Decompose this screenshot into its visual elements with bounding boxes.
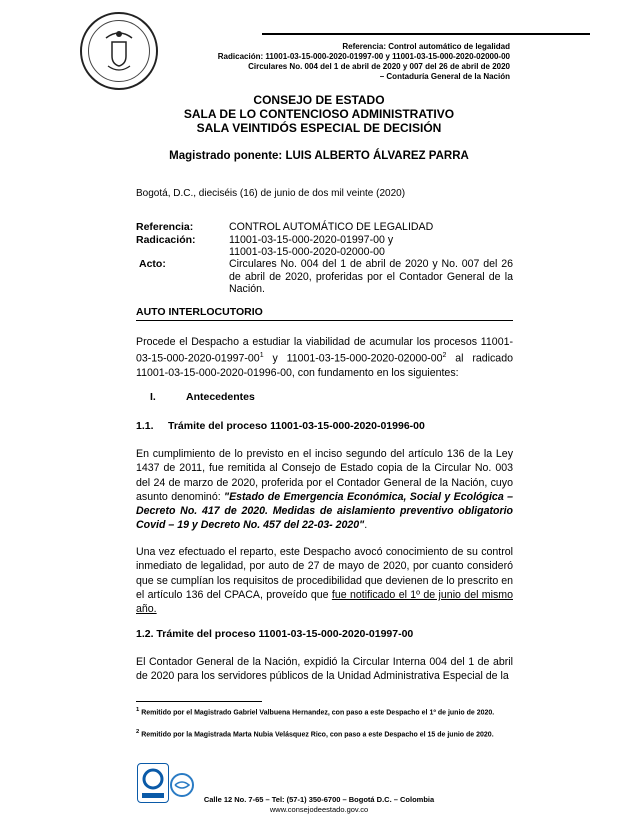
ref-label: Referencia: xyxy=(136,221,194,233)
subsection-1-number: 1.1. xyxy=(136,420,154,432)
paragraph-1-quote: "Estado de Emergencia Económica, Social y Ecológica – Decreto No. 417 de 2020. Medidas de aislamiento preventivo obligatorio Covid – 19 y Decreto No. 457 del 22-03- 2020" xyxy=(136,490,513,532)
court-section: SALA VEINTIDÓS ESPECIAL DE DECISIÓN xyxy=(196,121,442,135)
paragraph-3: El Contador General de la Nación, expidió la Circular Interna 004 del 1 de abril de 2020 para los servidores públicos de la Unidad Administrativa Especial de la xyxy=(136,656,513,683)
subsection-2-title: 1.2. Trámite del proceso 11001-03-15-000-2020-01997-00 xyxy=(136,628,414,640)
doc-type-rule xyxy=(136,320,513,321)
doc-type-title: AUTO INTERLOCUTORIO xyxy=(136,306,263,318)
footnote-1-number: 1 xyxy=(136,707,140,713)
footnote-ref-1: 1 xyxy=(259,352,264,360)
ref-value: CONTROL AUTOMÁTICO DE LEGALIDAD xyxy=(229,221,434,233)
iqnet-certification-logo xyxy=(170,773,194,797)
paragraph-2-underlined: fue notificado el 1º de junio del mismo año. xyxy=(136,588,513,616)
footnote-1 xyxy=(136,706,516,717)
acto-value: Circulares No. 004 del 1 de abril de 2020 y No. 007 del 26 de abril de 2020, proferidas por el Contador General de la Nación. xyxy=(229,258,513,295)
footnote-1-text: Remitido por el Magistrado Gabriel Valbuena Hernandez, con paso a este Despacho el 1º de junio de 2020. xyxy=(139,709,495,717)
court-title: CONSEJO DE ESTADO xyxy=(253,93,385,107)
footnote-2-text: Remitido por la Magistrada Marta Nubia Velásquez Rico, con paso a este Despacho el 15 de junio de 2020. xyxy=(139,731,494,739)
date-line: Bogotá, D.C., dieciséis (16) de junio de dos mil veinte (2020) xyxy=(136,188,406,199)
paragraph-1-end: . xyxy=(364,519,368,532)
header-radicacion: Radicación: 11001-03-15-000-2020-01997-00 y 11001-03-15-000-2020-02000-00 xyxy=(217,52,510,61)
acto-label: Acto: xyxy=(139,258,166,270)
section-number: I. xyxy=(150,391,156,403)
coat-of-arms-icon xyxy=(82,14,156,88)
section-title: Antecedentes xyxy=(186,391,255,403)
subsection-1-title: Trámite del proceso 11001-03-15-000-2020-01996-00 xyxy=(168,420,425,432)
intro-text-a: Procede el Despacho a estudiar la viabilidad de acumular los procesos 11001-03-15-000-2020-01997-00 xyxy=(136,336,513,365)
paragraph-2-text: Una vez efectuado el reparto, este Despacho avocó conocimiento de su control inmediato de legalidad, por auto de 27 de mayo de 2020, por cuanto consideró que se cumplían los requisitos de procedibilidad que devienen de lo prescrito en el artículo 136 del CPACA, proveído que xyxy=(136,546,513,601)
intro-paragraph xyxy=(136,335,513,380)
header-circulares: Circulares No. 004 del 1 de abril de 2020 y 007 del 26 de abril de 2020 xyxy=(248,62,510,71)
globe-icon xyxy=(172,775,192,795)
header-rule xyxy=(262,33,590,35)
court-seal-logo xyxy=(80,12,158,90)
magistrate-line: Magistrado ponente: LUIS ALBERTO ÁLVAREZ PARRA xyxy=(169,150,469,162)
footer-website[interactable]: www.consejodeestado.gov.co xyxy=(269,805,369,814)
intro-text-c: al radicado 11001-03-15-000-2020-01996-00, con fundamento en los siguientes: xyxy=(136,352,513,380)
footer-address: Calle 12 No. 7-65 – Tel: (57-1) 350-6700 – Bogotá D.C. – Colombia xyxy=(203,795,435,804)
paragraph-1 xyxy=(136,447,513,533)
header-entity: – Contaduría General de la Nación xyxy=(379,72,510,81)
rad-value-2: 11001-03-15-000-2020-02000-00 xyxy=(229,246,385,258)
intro-text-b: y 11001-03-15-000-2020-02000-00 xyxy=(263,352,443,365)
paragraph-1-text: En cumplimiento de lo previsto en el inciso segundo del artículo 136 de la Ley 1437 de 2011, fue remitida al Consejo de Estado copia de la Circular No. 003 del 24 de marzo de 2020, proferida por el Contador General de la Nación, cuyo asunto denominó: xyxy=(136,448,513,503)
court-chamber: SALA DE LO CONTENCIOSO ADMINISTRATIVO xyxy=(183,107,455,121)
footnote-rule xyxy=(136,701,262,702)
footnote-ref-2: 2 xyxy=(442,352,447,360)
footnote-2-number: 2 xyxy=(136,729,140,735)
rad-value-1: 11001-03-15-000-2020-01997-00 y xyxy=(229,234,394,246)
paragraph-2 xyxy=(136,545,513,616)
header-reference: Referencia: Control automático de legalidad xyxy=(342,42,510,51)
footnote-2 xyxy=(136,728,516,739)
rad-label: Radicación: xyxy=(136,234,196,246)
